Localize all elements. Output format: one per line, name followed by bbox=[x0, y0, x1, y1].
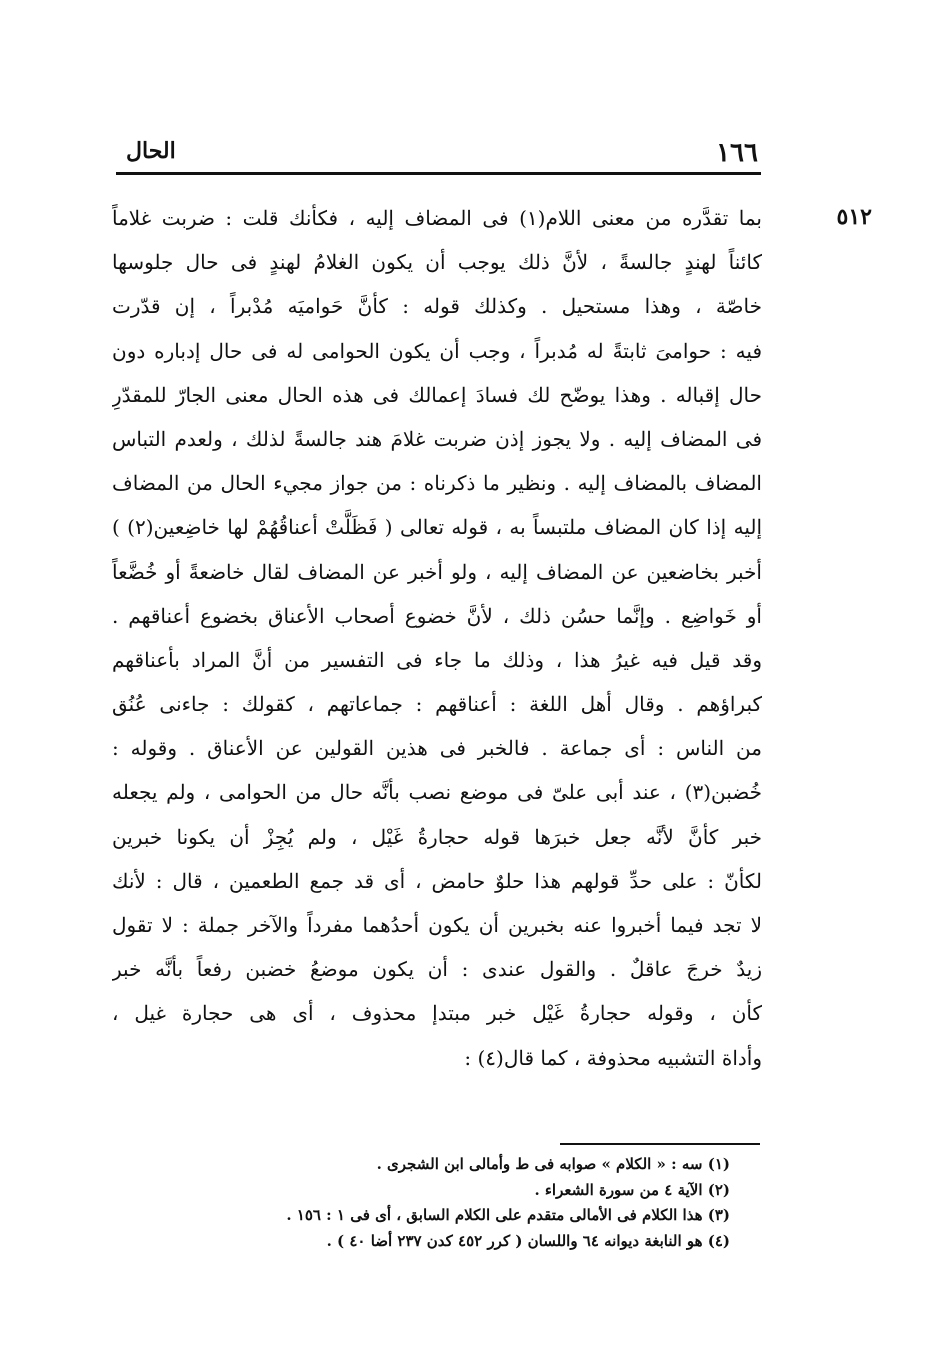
text-line: وقد قيل فيه غيرُ هذا ، وذلك ما جاء فى التفسير من أنَّ المراد بأعناقهم bbox=[112, 647, 762, 672]
running-title: الحال bbox=[126, 138, 176, 164]
text-line: فيه : حوامىَ ثابتةً له مُدبراً ، وجب أن يكون الحوامى له فى حال إدباره دون bbox=[112, 338, 762, 363]
footnote: (٣) هذا الكلام فى الأمالى متقدم على الكلام السابق ، أى فى ١ : ١٥٦ . bbox=[286, 1206, 730, 1224]
footnote: (١) سه : « الكلام » صوابه فى ط وأمالى ابن الشجرى . bbox=[376, 1155, 730, 1173]
text-line: زيدٌ خرجَ عاقلٌ . والقول عندى : أن يكون موضعُ خضبن رفعاً بأنَّه خبر bbox=[112, 957, 762, 982]
page-header bbox=[118, 128, 758, 168]
text-line: إليه إذا كان المضاف ملتبساً به ، قوله تعالى ( فَظَلَّتْ أعناقُهُمْ لها خاضِعين(٢) ) bbox=[112, 515, 762, 540]
text-line: أو خَواضِع . وإنَّما حسُن ذلك ، لأنَّ خضوع أصحاب الأعناق بخضوع أعناقهم . bbox=[112, 603, 762, 628]
text-line: لكأنّ : على حدِّ قولهم هذا حلوٌ حامض ، أى قد جمع الطعمين ، قال : لأنك bbox=[112, 868, 762, 893]
margin-number: ٥١٢ bbox=[836, 204, 872, 230]
text-line: المضاف بالمضاف إليه . ونظير ما ذكرناه : من جواز مجيء الحال من المضاف bbox=[112, 471, 762, 496]
text-line: كائناً لهندٍ جالسةً ، لأنَّ ذلك يوجب أن يكون الغلامُ لهندٍ فى حال جلوسها bbox=[112, 250, 762, 275]
text-line: خاصّة ، وهذا مستحيل . وكذلك قوله : كأنَّ حَواميَه مُدْبراً ، إن قدّرت bbox=[112, 294, 762, 319]
text-line-last: وأداة التشبيه محذوفة ، كما قال(٤) : bbox=[464, 1045, 762, 1070]
footnote: (٤) هو النابغة ديوانه ٦٤ واللسان ( كرر ٤٥٢ كدن ٢٣٧ أضا ٤٠ ) . bbox=[326, 1231, 730, 1250]
text-line: بما تقدَّره من معنى اللام(١) فى المضاف إليه ، فكأنك قلت : ضربت غلاماً bbox=[112, 206, 762, 230]
footnote-rule bbox=[560, 1143, 760, 1145]
text-line: خُضبن(٣) ، عند أبى علىّ فى موضع نصب بأنَّه حال من الحوامى ، ولم يجعله bbox=[112, 780, 762, 805]
footnote: (٢) الآية ٤ من سورة الشعراء . bbox=[534, 1180, 730, 1199]
text-line: من الناس : أى جماعة . فالخبر فى هذين القولين عن الأعناق . وقوله : bbox=[112, 736, 762, 761]
text-line: خبر كأنَّ لأنَّه جعل خبرَها قوله حجارةُ غَيْل ، ولم يُجِزْ أن يكونا خبرين bbox=[112, 824, 762, 849]
text-line: كبراؤهم . وقال أهل اللغة : أعناقهم : جماعاتهم ، كقولك : جاءنى عُنُق bbox=[112, 692, 762, 717]
text-line: لا تجد فيما أخبروا عنه بخبرين أن يكون أحدُهما مفرداً والآخر جملة : لا تقول bbox=[112, 913, 762, 937]
text-line: أخبر بخاضعين عن المضاف إليه ، ولو أخبر عن المضاف لقال خاضعةً أو خُضَّعاً bbox=[112, 559, 762, 584]
text-line: حال إقباله . وهذا يوضّح لك فسادَ إعمالك فى هذه الحال معنى الجارّ للمقدّرِ bbox=[112, 382, 762, 407]
text-line: فى المضاف إليه . ولا يجوز إذن ضربت غلامَ هند جالسةً لذلك ، ولعدم التباس bbox=[112, 426, 762, 451]
page-number: ١٦٦ bbox=[716, 138, 758, 168]
body-text bbox=[112, 196, 762, 1080]
text-line: كأن ، وقوله حجارةُ غَيْل خبر مبتدإ محذوف ، أى هى حجارة غيل ، bbox=[112, 1001, 762, 1026]
header-rule bbox=[116, 172, 761, 175]
footnotes bbox=[160, 1152, 730, 1254]
